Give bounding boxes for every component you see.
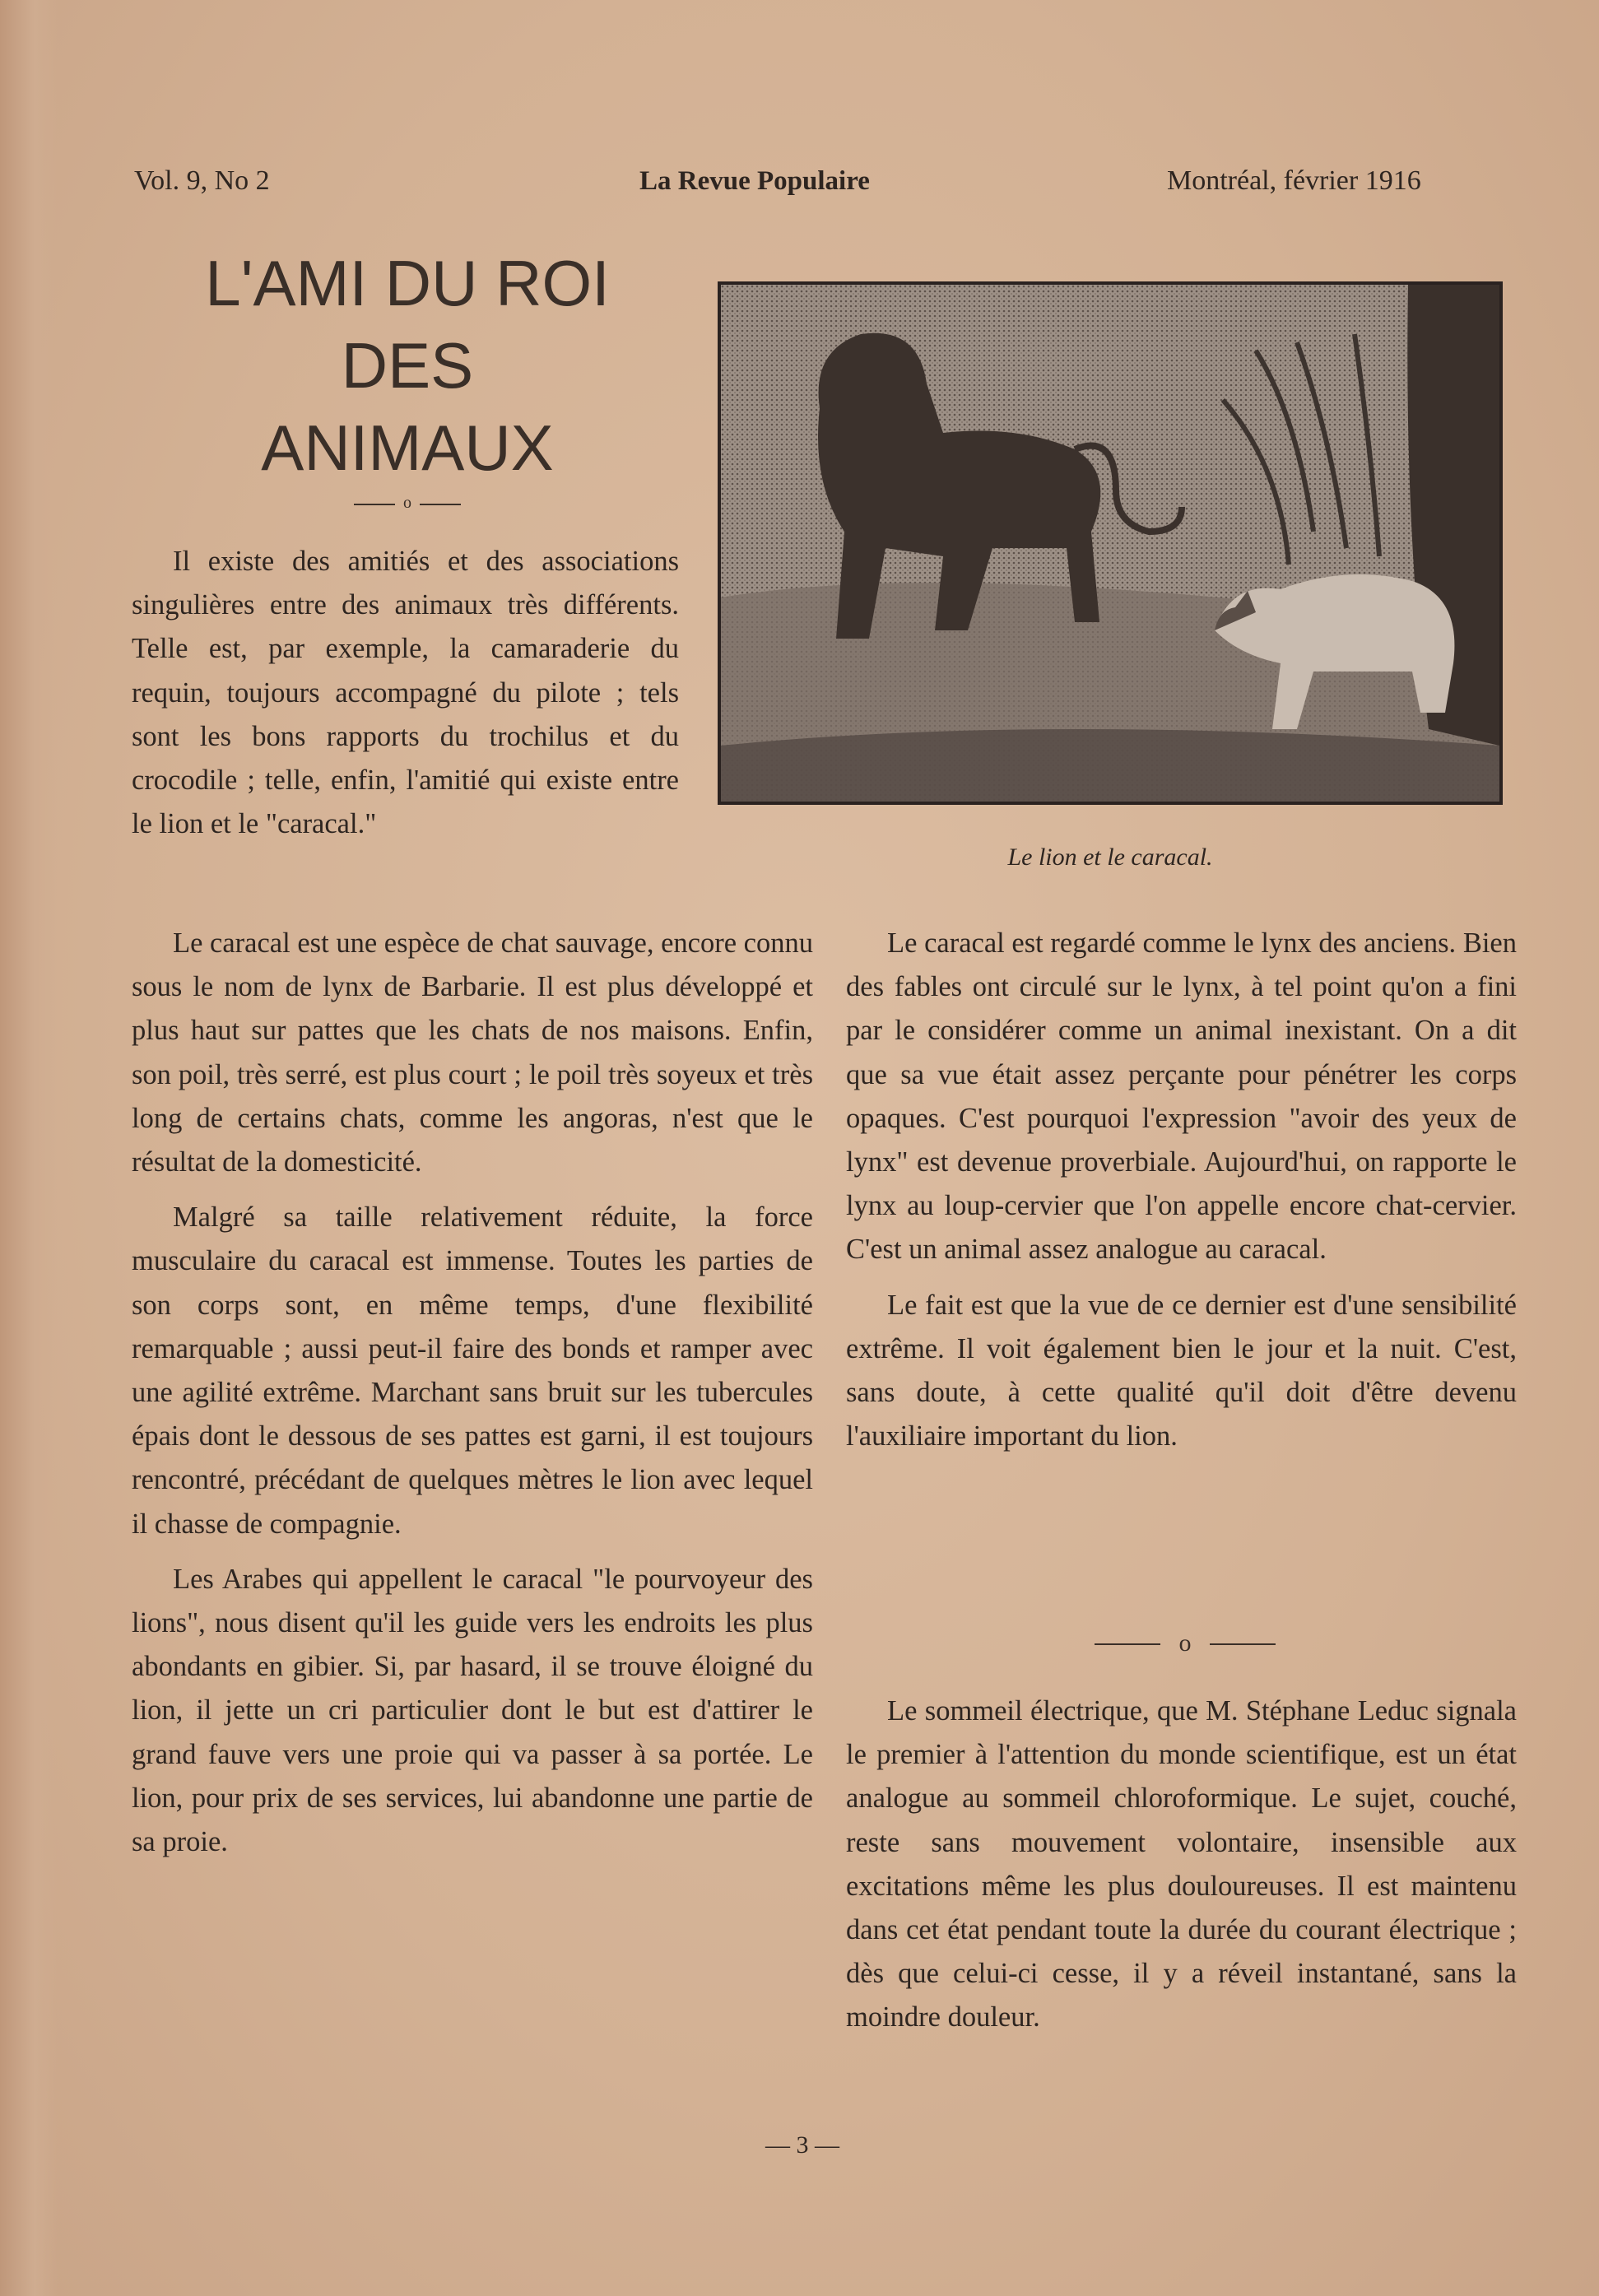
- title-line-3: ANIMAUX: [261, 411, 554, 484]
- page-spine-shadow: [0, 0, 58, 2296]
- body-paragraph: Le caracal est une espèce de chat sauvage, encore connu sous le nom de lynx de Barbarie. Il est plus développé et plus haut sur pattes que les chats de nos maisons. Enfin, son poil, très serré, est plus court ; le poil très soyeux et très long de certains chats, comme les angoras, n'est que le résultat de la domesticité.: [132, 927, 813, 1178]
- issue-place-date: Montréal, février 1916: [1167, 165, 1421, 196]
- body-paragraph: Les Arabes qui appellent le caracal "le pourvoyeur des lions", nous disent qu'il les guide vers les endroits les plus abondants en gibier. Si, par hasard, il se trouve éloigné du lion, il jette un cri particulier dont le but est d'attirer le grand fauve vers une proie qui va passer à sa portée. Le lion, pour prix de ses services, lui abandonne une partie de sa proie.: [132, 1563, 813, 1858]
- body-paragraph: Le fait est que la vue de ce dernier est d'une sensibilité extrême. Il voit également bien le jour et la nuit. C'est, sans doute, à cette qualité qu'il doit d'être devenu l'auxiliaire important du lion.: [846, 1289, 1517, 1452]
- intro-paragraph-block: [132, 540, 679, 846]
- article-title: [136, 242, 679, 489]
- body-paragraph: Le caracal est regardé comme le lynx des anciens. Bien des fables ont circulé sur le lynx, à tel point qu'on a fini par le considérer comme un animal inexistant. On a dit que sa vue était assez perçante pour pénétrer les corps opaques. C'est pourquoi l'expression "avoir des yeux de lynx" est devenue proverbiale. Aujourd'hui, on rapporte le lynx au loup-cervier que l'on appelle encore chat-cervier. C'est un animal assez analogue au caracal.: [846, 927, 1517, 1266]
- volume-number: Vol. 9, No 2: [134, 165, 270, 196]
- section-separator: o: [1095, 1629, 1276, 1657]
- figure-caption: Le lion et le caracal.: [1007, 844, 1213, 871]
- right-column: [846, 922, 1517, 1458]
- title-separator: o: [354, 494, 461, 514]
- lion-caracal-illustration: [718, 281, 1503, 805]
- magazine-name: La Revue Populaire: [639, 166, 870, 196]
- second-article-column: [846, 1689, 1517, 2040]
- body-paragraph: Malgré sa taille relativement réduite, la force musculaire du caracal est immense. Toutes les parties de son corps sont, en même temps, d'une flexibilité remarquable ; aussi peut-il faire des bonds et ramper avec une agilité extrême. Marchant sans bruit sur les tubercules épais dont le dessous de ses pattes est garni, il est toujours rencontré, précédant de quelques mètres le lion avec lequel il chasse de compagnie.: [132, 1201, 813, 1540]
- title-line-1: L'AMI DU ROI: [205, 247, 610, 319]
- page-number: — 3 —: [765, 2131, 839, 2159]
- title-line-2: DES: [341, 329, 474, 402]
- engraving-image: [721, 285, 1499, 802]
- left-column: [132, 922, 813, 1864]
- second-article-paragraph: Le sommeil électrique, que M. Stéphane Leduc signala le premier à l'attention du monde scientifique, est un état analogue au sommeil chloroformique. Le sujet, couché, reste sans mouvement volontaire, insensible aux excitations même les plus douloureuses. Il est maintenu dans cet état pendant toute la durée du courant électrique ; dès que celui-ci cesse, il y a réveil instantané, sans la moindre douleur.: [846, 1695, 1517, 2033]
- intro-paragraph: Il existe des amitiés et des associations singulières entre des animaux très différents. Telle est, par exemple, la camaraderie du requin, toujours accompagné du pilote ; tels sont les bons rapports du trochilus et du crocodile ; telle, enfin, l'amitié qui existe entre le lion et le "caracal.": [132, 546, 679, 840]
